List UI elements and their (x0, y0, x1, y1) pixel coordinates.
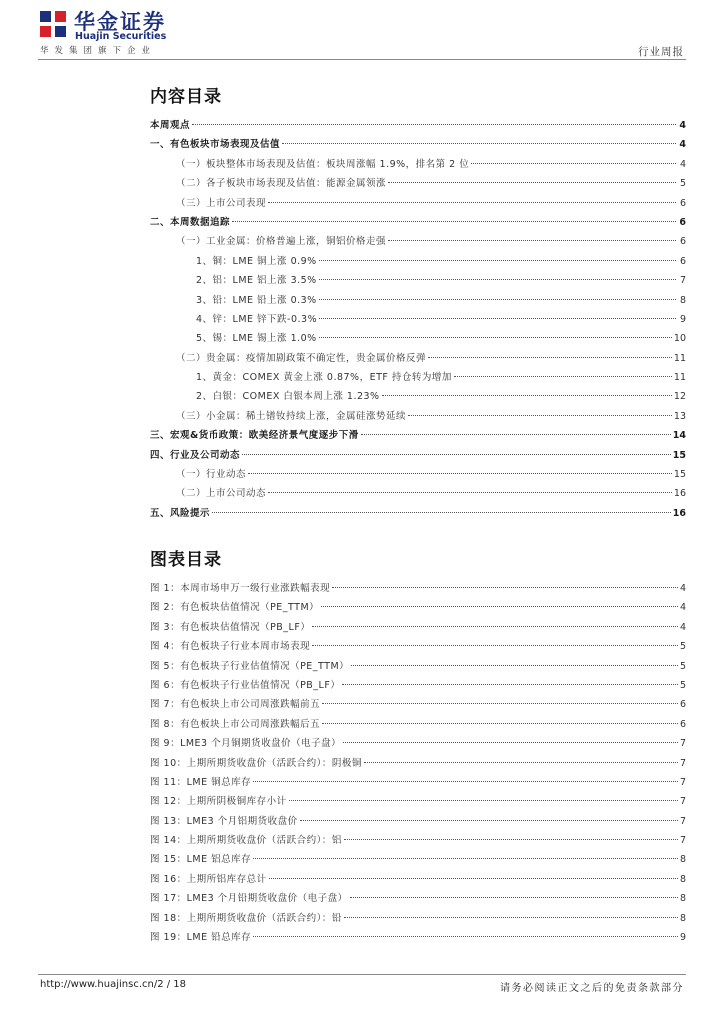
figure-entry-page: 7 (679, 776, 686, 788)
toc-entry[interactable] (150, 135, 686, 154)
dot-leader (319, 260, 676, 261)
dot-leader (350, 897, 678, 898)
toc-entry-label: 1、黄金：COMEX 黄金上涨 0.87%，ETF 持仓转为增加 (196, 372, 452, 384)
toc-entry-page: 15 (673, 469, 686, 481)
dot-leader (253, 936, 678, 937)
figure-entry-label: 图 5：有色板块子行业估值情况（PE_TTM） (150, 660, 350, 672)
toc-entry-page: 6 (679, 255, 686, 267)
figure-entry-label: 图 10：上期所期货收盘价（活跃合约）：阴极铜 (150, 757, 362, 769)
toc-entry-page: 4 (679, 158, 686, 170)
toc-entry-page: 10 (673, 333, 686, 345)
toc-entry-label: （二）各子板块市场表现及估值：能源金属领涨 (176, 178, 387, 190)
figure-entry[interactable] (150, 579, 686, 598)
toc-entry-label: （一）行业动态 (176, 469, 247, 481)
toc-entry-page: 6 (679, 236, 686, 248)
toc-entry[interactable] (150, 271, 686, 290)
figure-entry-page: 5 (679, 679, 686, 691)
toc-entry-label: 1、铜：LME 铜上涨 0.9% (196, 255, 317, 267)
toc-entry-page: 6 (679, 216, 686, 228)
toc-entry-label: （一）工业金属：价格普遍上涨，铜铝价格走强 (176, 236, 387, 248)
figure-entry-label: 图 18：上期所期货收盘价（活跃合约）：铅 (150, 912, 342, 924)
dot-leader (382, 395, 672, 396)
figure-entry[interactable] (150, 792, 686, 811)
figure-entry[interactable] (150, 598, 686, 617)
figure-entry-page: 7 (679, 757, 686, 769)
figure-entry[interactable] (150, 928, 686, 947)
dot-leader (344, 839, 678, 840)
figure-entry[interactable] (150, 754, 686, 773)
toc-entry[interactable] (150, 329, 686, 348)
figure-entry-label: 图 11：LME 铜总库存 (150, 776, 252, 788)
toc-entry-label: 4、锌：LME 锌下跌-0.3% (196, 313, 318, 325)
dot-leader (319, 279, 676, 280)
dot-leader (253, 781, 678, 782)
figure-entry[interactable] (150, 831, 686, 850)
toc-entry-page: 16 (672, 507, 686, 519)
toc-entry-page: 11 (673, 352, 686, 364)
footer-divider (38, 974, 686, 975)
figures-list (150, 579, 686, 947)
toc-entry[interactable] (150, 484, 686, 503)
header-divider (38, 59, 686, 60)
figure-entry-page: 4 (679, 583, 686, 594)
toc-entry[interactable] (150, 446, 686, 465)
toc-entry[interactable] (150, 349, 686, 368)
toc-entry-page: 11 (673, 372, 686, 384)
dot-leader (248, 473, 672, 474)
figure-entry-page: 8 (679, 912, 686, 924)
figure-entry-page: 7 (679, 738, 686, 750)
toc-entry-page: 16 (673, 488, 686, 500)
figure-entry-label: 图 13：LME3 个月铝期货收盘价 (150, 815, 298, 827)
toc-entry-page: 6 (679, 197, 686, 209)
toc-entry-label: 五、风险提示 (150, 507, 211, 519)
dot-leader (300, 820, 678, 821)
figure-entry-page: 8 (679, 854, 686, 866)
toc-entry-label: （二）贵金属：疫情加剧政策不确定性，贵金属价格反弹 (176, 352, 427, 364)
figure-entry-page: 6 (679, 699, 686, 711)
dot-leader (232, 221, 676, 222)
figure-entry-label: 图 14：上期所期货收盘价（活跃合约）：铝 (150, 835, 342, 847)
toc-entry[interactable] (150, 426, 686, 445)
huajin-logo-icon (38, 9, 68, 39)
dot-leader (342, 684, 678, 685)
dot-leader (428, 357, 672, 358)
figure-entry[interactable] (150, 850, 686, 869)
figure-entry-label: 图 12：上期所阴极铜库存小计 (150, 796, 287, 808)
figure-entry[interactable] (150, 773, 686, 792)
dot-leader (364, 762, 678, 763)
toc-entry-label: 5、锡：LME 锡上涨 1.0% (196, 333, 317, 345)
figure-entry[interactable] (150, 734, 686, 753)
figure-entry-label: 图 17：LME3 个月铅期货收盘价（电子盘） (150, 893, 348, 905)
page-header (0, 0, 724, 62)
dot-leader (312, 645, 678, 646)
figure-entry[interactable] (150, 637, 686, 656)
figure-entry-page: 4 (679, 621, 686, 633)
toc-entry-label: 3、铅：LME 铅上涨 0.3% (196, 294, 317, 306)
figure-entry[interactable] (150, 657, 686, 676)
dot-leader (269, 878, 678, 879)
figure-entry-page: 6 (679, 718, 686, 730)
figure-entry[interactable] (150, 715, 686, 734)
toc-entry-label: （一）板块整体市场表现及估值：板块周涨幅 1.9%，排名第 2 位 (176, 158, 470, 170)
footer-url-page[interactable]: http://www.huajinsc.cn/2 / 18 (40, 979, 187, 990)
toc-entry-label: 二、本周数据追踪 (150, 216, 231, 228)
toc-entry[interactable] (150, 174, 686, 193)
toc-entry[interactable] (150, 368, 686, 387)
toc-entry[interactable] (150, 252, 686, 271)
dot-leader (321, 606, 678, 607)
figure-entry-label: 图 9：LME3 个月铜期货收盘价（电子盘） (150, 738, 342, 750)
toc-entry-label: 2、铝：LME 铝上涨 3.5% (196, 275, 317, 287)
toc-section (150, 82, 686, 523)
figure-entry-page: 4 (679, 602, 686, 614)
figure-entry[interactable] (150, 618, 686, 637)
toc-entry[interactable] (150, 407, 686, 426)
figure-entry[interactable] (150, 812, 686, 831)
toc-entry[interactable] (150, 465, 686, 484)
dot-leader (212, 512, 671, 513)
figure-entry-label: 图 15：LME 铝总库存 (150, 854, 252, 866)
toc-entry-label: （三）小金属：稀土镨钕持续上涨，金属硅涨势延续 (176, 410, 407, 422)
figure-entry-page: 7 (679, 835, 686, 847)
toc-entry[interactable] (150, 310, 686, 329)
figure-entry-page: 5 (679, 641, 686, 653)
dot-leader (322, 703, 678, 704)
toc-list (150, 116, 686, 523)
figure-entry-label: 图 19：LME 铅总库存 (150, 932, 252, 944)
dot-leader (192, 124, 676, 125)
dot-leader (332, 587, 678, 588)
footer-disclaimer: 请务必阅读正文之后的免责条款部分 (500, 983, 684, 994)
toc-entry-label: （二）上市公司动态 (176, 488, 267, 500)
figure-entry-page: 7 (679, 796, 686, 808)
figure-entry[interactable] (150, 695, 686, 714)
dot-leader (454, 376, 672, 377)
toc-entry-page: 8 (679, 294, 686, 306)
toc-entry[interactable] (150, 155, 686, 174)
figure-entry-label: 图 7：有色板块上市公司周涨跌幅前五 (150, 699, 321, 711)
figure-entry-label: 图 6：有色板块子行业估值情况（PB_LF） (150, 679, 341, 691)
figure-entry[interactable] (150, 909, 686, 928)
figure-entry-label: 图 3：有色板块估值情况（PB_LF） (150, 621, 311, 633)
toc-entry-label: （三）上市公司表现 (176, 197, 267, 209)
figure-entry-label: 图 2：有色板块估值情况（PE_TTM） (150, 602, 320, 614)
dot-leader (253, 858, 678, 859)
toc-entry-page: 7 (679, 275, 686, 287)
toc-entry-label: 三、宏观&货币政策：欧美经济景气度逐步下滑 (150, 430, 359, 442)
toc-entry-page: 13 (673, 410, 686, 422)
figure-entry[interactable] (150, 870, 686, 889)
toc-entry-page: 14 (672, 430, 686, 442)
figure-entry-label: 图 16：上期所铝库存总计 (150, 873, 267, 885)
toc-entry-page: 9 (679, 313, 686, 325)
dot-leader (343, 742, 678, 743)
dot-leader (268, 202, 676, 203)
toc-entry-label: 四、行业及公司动态 (150, 449, 241, 461)
report-type: 行业周报 (638, 46, 684, 58)
toc-entry[interactable] (150, 504, 686, 523)
dot-leader (361, 434, 671, 435)
figure-entry-label: 图 1：本周市场申万一级行业涨跌幅表现 (150, 583, 331, 594)
dot-leader (471, 163, 676, 164)
brand-slogan: 华发集团旗下企业 (40, 46, 157, 56)
toc-entry[interactable] (150, 291, 686, 310)
toc-entry[interactable] (150, 232, 686, 251)
toc-entry[interactable] (150, 116, 686, 135)
figure-entry-page: 8 (679, 893, 686, 905)
figure-entry-page: 8 (679, 873, 686, 885)
dot-leader (282, 143, 676, 144)
toc-entry-page: 12 (673, 391, 686, 403)
toc-title: 内容目录 (150, 87, 222, 107)
dot-leader (268, 492, 672, 493)
figure-entry-label: 图 8：有色板块上市公司周涨跌幅后五 (150, 718, 321, 730)
dot-leader (242, 454, 671, 455)
toc-entry-label: 本周观点 (150, 120, 191, 131)
toc-entry[interactable] (150, 213, 686, 232)
toc-entry-label: 一、有色板块市场表现及估值 (150, 139, 281, 151)
figure-entry[interactable] (150, 676, 686, 695)
dot-leader (319, 299, 676, 300)
toc-entry[interactable] (150, 194, 686, 213)
dot-leader (312, 626, 678, 627)
dot-leader (319, 318, 676, 319)
figure-entry[interactable] (150, 889, 686, 908)
figure-entry-page: 9 (679, 932, 686, 944)
toc-entry-page: 5 (679, 178, 686, 190)
toc-entry-page: 15 (672, 449, 686, 461)
dot-leader (322, 723, 678, 724)
figure-entry-label: 图 4：有色板块子行业本周市场表现 (150, 641, 311, 653)
dot-leader (351, 665, 678, 666)
dot-leader (408, 415, 672, 416)
toc-entry-page: 4 (679, 120, 686, 131)
figure-entry-page: 7 (679, 815, 686, 827)
toc-entry-page: 4 (679, 139, 686, 151)
brand-name-cn: 华金证券 (74, 10, 166, 34)
dot-leader (319, 337, 672, 338)
dot-leader (344, 917, 678, 918)
dot-leader (388, 240, 676, 241)
figure-entry-page: 5 (679, 660, 686, 672)
brand-name-en: Huajin Securities (75, 31, 167, 42)
figures-section (150, 545, 686, 947)
toc-entry-label: 2、白银：COMEX 白银本周上涨 1.23% (196, 391, 380, 403)
toc-entry[interactable] (150, 387, 686, 406)
dot-leader (388, 182, 676, 183)
figures-title: 图表目录 (150, 550, 222, 570)
dot-leader (289, 800, 678, 801)
